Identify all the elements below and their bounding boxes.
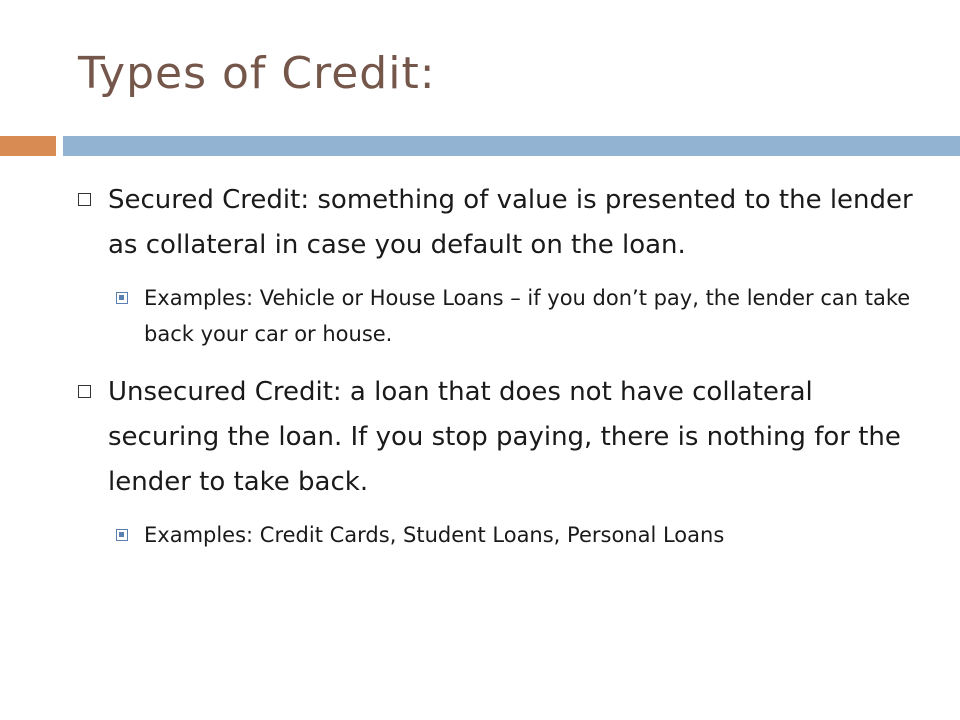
- sub-bullet-unsecured-examples: [116, 517, 918, 553]
- bullet-text: Secured Credit: something of value is presented to the lender as collateral in case you default on the loan.: [108, 185, 913, 260]
- sub-bullet-secured-examples: [116, 280, 918, 352]
- hollow-square-bullet-icon: [78, 385, 91, 398]
- filled-square-bullet-icon: [116, 292, 128, 304]
- filled-square-bullet-icon: [116, 529, 128, 541]
- slide-content: [78, 178, 918, 571]
- hollow-square-bullet-icon: [78, 193, 91, 206]
- slide-title: Types of Credit:: [78, 48, 436, 99]
- bullet-unsecured-credit: [78, 370, 918, 505]
- sub-bullet-text: Examples: Credit Cards, Student Loans, Personal Loans: [144, 523, 725, 547]
- sub-bullet-text: Examples: Vehicle or House Loans – if you don’t pay, the lender can take back your car or house.: [144, 286, 911, 346]
- title-accent-bar-blue: [63, 136, 960, 156]
- title-accent-bar-orange: [0, 136, 56, 156]
- bullet-secured-credit: [78, 178, 918, 268]
- bullet-text: Unsecured Credit: a loan that does not have collateral securing the loan. If you stop paying, there is nothing for the lender to take back.: [108, 377, 901, 497]
